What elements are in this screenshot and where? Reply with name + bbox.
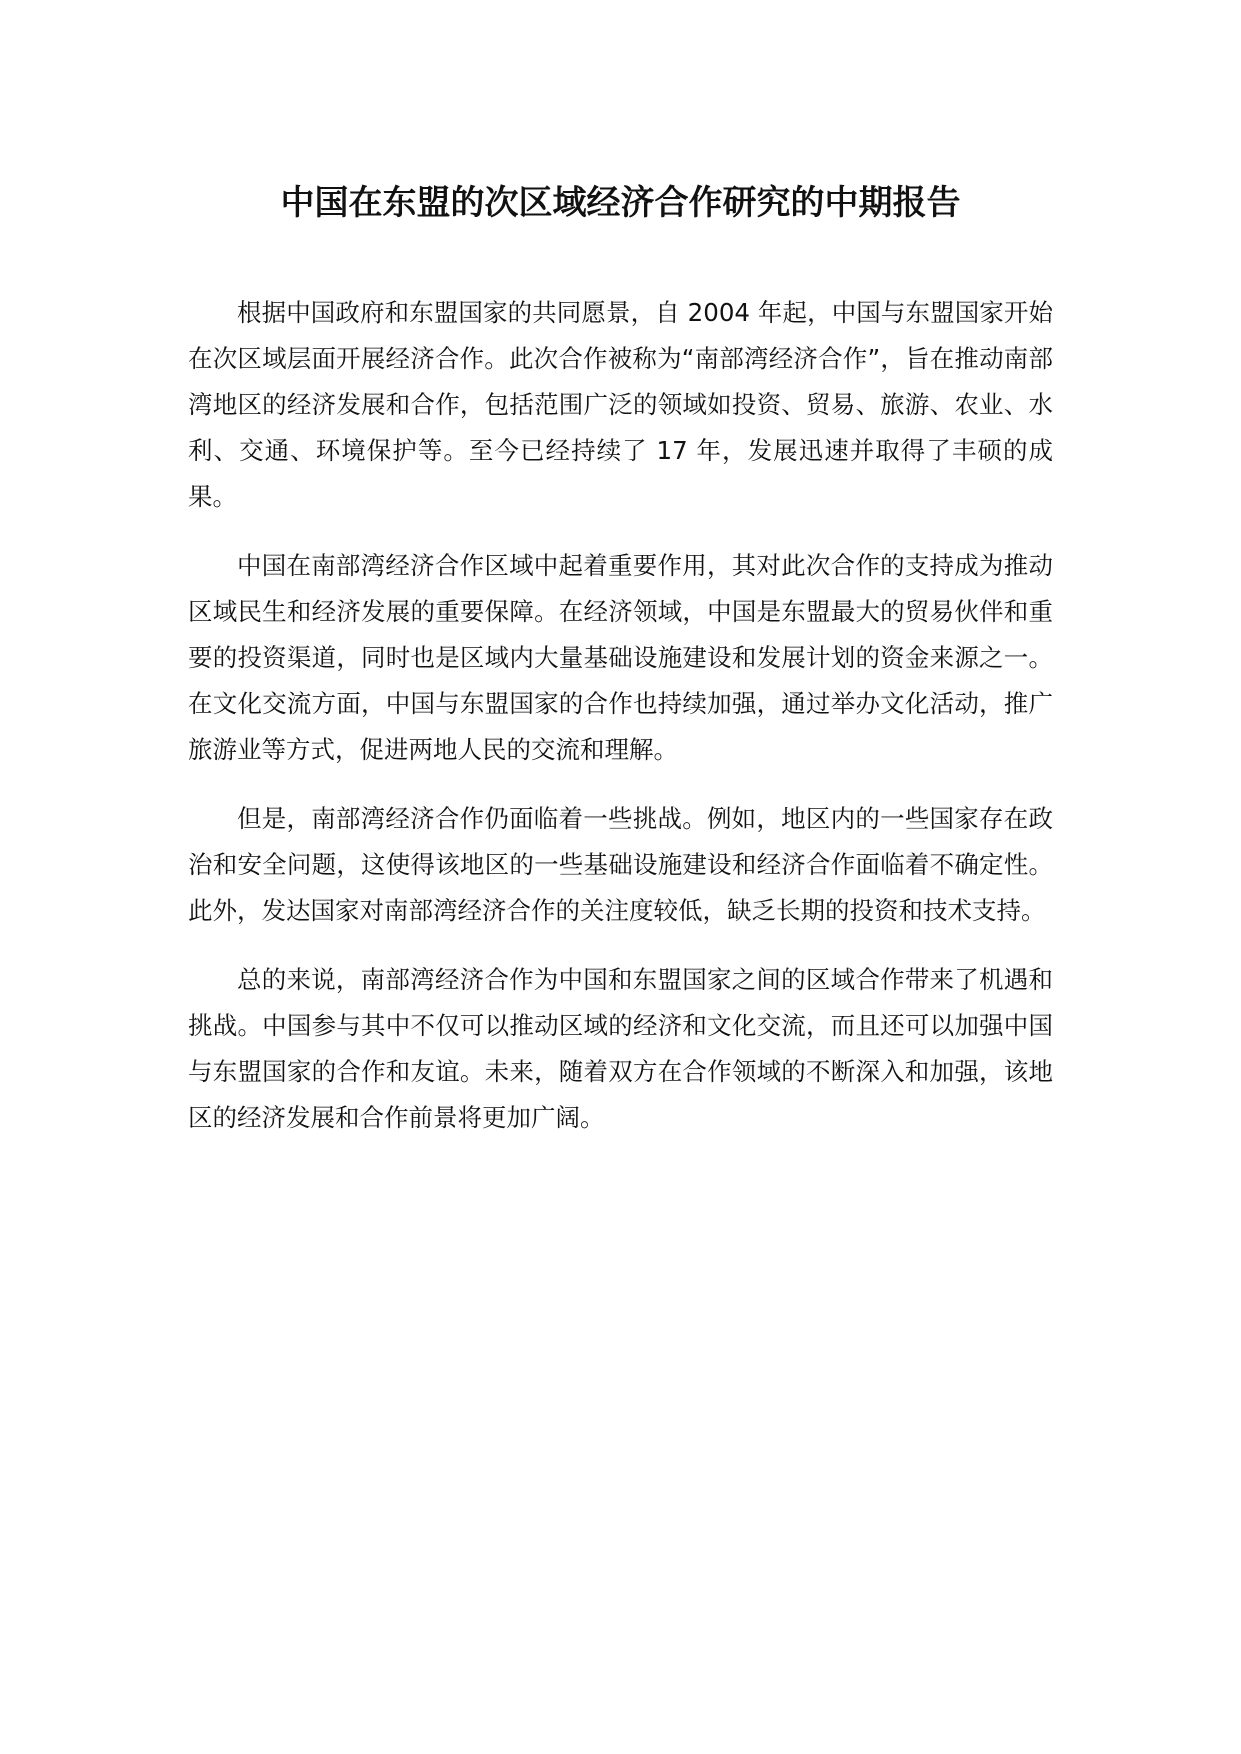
paragraph-1: 根据中国政府和东盟国家的共同愿景，自 2004 年起，中国与东盟国家开始在次区域层面开展经济合作。此次合作被称为“南部湾经济合作”，旨在推动南部湾地区的经济发展和合作，包括范围广泛的领域如投资、贸易、旅游、农业、水利、交通、环境保护等。至今已经持续了 17 年，发展迅速并取得了丰硕的成果。 — [188, 298, 1053, 511]
paragraph-4: 总的来说，南部湾经济合作为中国和东盟国家之间的区域合作带来了机遇和挑战。中国参与其中不仅可以推动区域的经济和文化交流，而且还可以加强中国与东盟国家的合作和友谊。未来，随着双方在合作领域的不断深入和加强，该地区的经济发展和合作前景将更加广阔。 — [188, 965, 1053, 1132]
document-body — [188, 290, 1053, 1164]
document-title: 中国在东盟的次区域经济合作研究的中期报告 — [280, 183, 961, 223]
paragraph-3: 但是，南部湾经济合作仍面临着一些挑战。例如，地区内的一些国家存在政治和安全问题，这使得该地区的一些基础设施建设和经济合作面临着不确定性。此外，发达国家对南部湾经济合作的关注度较低，缺乏长期的投资和技术支持。 — [188, 804, 1053, 925]
paragraph-2: 中国在南部湾经济合作区域中起着重要作用，其对此次合作的支持成为推动区域民生和经济发展的重要保障。在经济领域，中国是东盟最大的贸易伙伴和重要的投资渠道，同时也是区域内大量基础设施建设和发展计划的资金来源之一。在文化交流方面，中国与东盟国家的合作也持续加强，通过举办文化活动，推广旅游业等方式，促进两地人民的交流和理解。 — [188, 551, 1053, 764]
